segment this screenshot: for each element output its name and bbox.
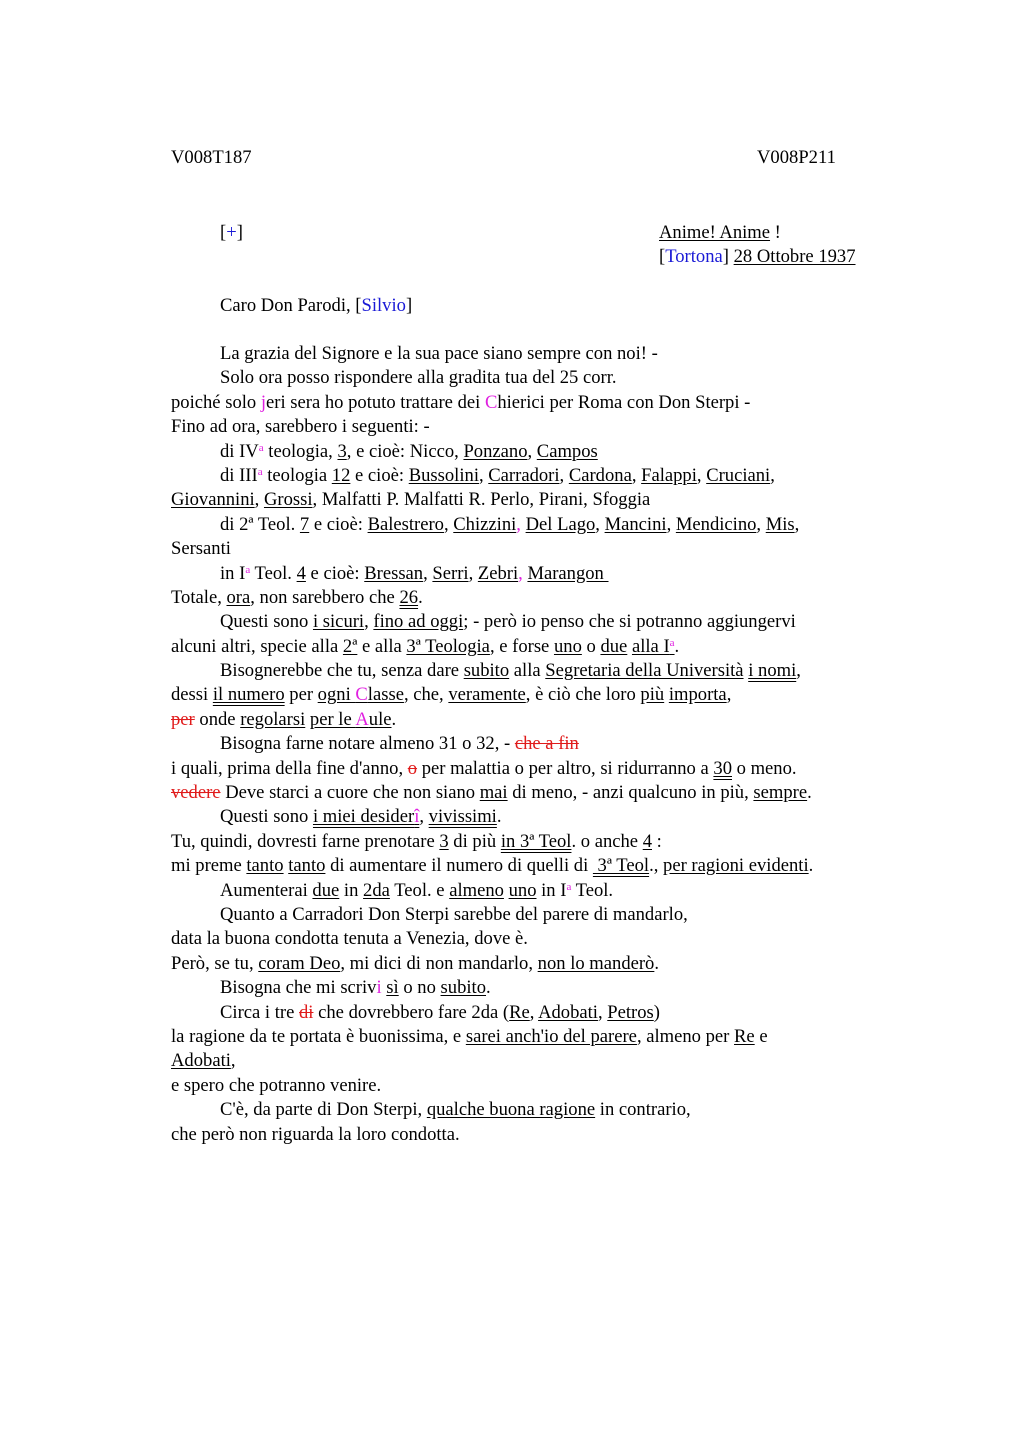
text: i miei desider — [312, 806, 415, 828]
underlined: veramente — [448, 684, 526, 706]
underlined: Segretaria della Università — [545, 660, 744, 682]
text: alcuni altri, specie alla — [171, 635, 343, 657]
underlined: uno — [508, 879, 537, 901]
underlined: Falappi — [641, 464, 697, 486]
body-line — [171, 1123, 911, 1147]
text: Questi sono — [220, 806, 313, 828]
text: ule — [368, 708, 392, 730]
underlined: Bressan — [364, 562, 424, 584]
motto-end: ! — [770, 222, 781, 243]
bracket-open: [ — [659, 246, 666, 267]
text: , — [796, 660, 801, 682]
underlined: 3 — [439, 830, 449, 852]
underlined: 4 — [642, 830, 652, 852]
text: Questi sono — [220, 611, 313, 633]
motto — [659, 221, 781, 245]
place-name: Tortona — [665, 246, 723, 267]
text: Teol. e — [389, 879, 450, 901]
underlined: sì — [386, 977, 399, 999]
text: , — [423, 562, 433, 584]
text: di più — [448, 830, 501, 852]
underlined: Cardona — [568, 464, 632, 486]
text: e cioè: — [309, 513, 368, 535]
text: Bisognerebbe che tu, senza dare — [220, 660, 464, 682]
underlined: sempre — [753, 782, 808, 804]
underlined: Re — [734, 1025, 755, 1047]
bracket-close: ] — [405, 295, 413, 316]
cross-symbol: + — [226, 222, 237, 243]
deletion: o — [407, 757, 418, 779]
text: . — [807, 782, 812, 804]
text: Tu, quindi, dovresti farne prenotare — [171, 830, 440, 852]
text: poiché solo — [171, 391, 261, 413]
text: in I — [220, 562, 246, 584]
bracket-close: ] — [722, 246, 729, 267]
text: , — [254, 489, 264, 511]
underlined — [632, 636, 675, 657]
underlined: Adobati — [538, 1001, 598, 1023]
text: , — [794, 513, 800, 535]
text: , — [364, 611, 374, 633]
body-line — [171, 440, 911, 464]
body-line — [171, 1074, 911, 1098]
text: , che, — [403, 684, 449, 706]
underlined: due — [312, 879, 340, 901]
underlined: per ragioni evidenti — [663, 855, 809, 877]
text: o — [581, 635, 601, 657]
text: per le — [309, 708, 356, 730]
underlined: uno — [553, 635, 582, 657]
underlined: 12 — [331, 464, 351, 486]
text: i quali, prima della fine d'anno, — [171, 757, 408, 779]
text: e cioè: — [305, 562, 365, 584]
text: Teol. — [250, 562, 297, 584]
underlined: Ponzano — [463, 440, 528, 462]
text: . — [674, 635, 680, 657]
text: , — [726, 684, 732, 706]
underlined: Cruciani — [706, 464, 771, 486]
text: Quanto a Carradori Don Sterpi sarebbe del parere di mandarlo, — [220, 903, 688, 925]
text: che dovrebbero fare 2da ( — [313, 1001, 510, 1023]
body-line — [171, 513, 911, 537]
text: , è ciò che loro — [525, 684, 641, 706]
text: , — [595, 513, 605, 535]
underlined: Mis — [765, 513, 795, 535]
text: , — [631, 464, 642, 486]
text: per — [284, 684, 318, 706]
text: di aumentare il numero di quelli di — [325, 855, 593, 877]
text: , — [597, 1001, 608, 1023]
body-line — [171, 366, 911, 390]
underlined: 7 — [299, 513, 310, 535]
text: Solo ora posso rispondere alla gradita tua del 25 corr. — [220, 367, 617, 389]
text: ) — [653, 1001, 660, 1023]
text: di IV — [220, 440, 259, 462]
underlined: Grossi — [263, 489, 313, 511]
deletion: per — [171, 708, 195, 730]
underlined: Campos — [536, 440, 598, 462]
text: la ragione da te portata è buonissima, e — [171, 1025, 466, 1047]
body-line — [171, 562, 911, 586]
text: Totale, — [171, 586, 227, 608]
underlined: più — [640, 684, 665, 706]
underlined: 3 — [337, 440, 347, 462]
double-underlined: 26 — [399, 586, 419, 608]
text: di 2ª Teol. — [220, 513, 300, 535]
text: . o anche — [571, 830, 643, 852]
underlined: i sicuri — [312, 611, 365, 633]
body-line — [171, 1025, 911, 1049]
underlined: due — [600, 635, 628, 657]
text: alla I — [631, 635, 670, 657]
text: , — [443, 513, 454, 535]
body-line — [171, 586, 911, 610]
underlined: Adobati — [171, 1050, 231, 1072]
text: . — [808, 855, 814, 877]
underlined: Carradori — [488, 464, 560, 486]
text: hierici per Roma con Don Sterpi - — [497, 391, 751, 413]
text: , — [666, 513, 676, 535]
text: . — [496, 806, 502, 828]
text: . — [391, 708, 397, 730]
salutation — [220, 294, 412, 318]
underlined: Petros — [607, 1001, 654, 1023]
underlined: importa — [668, 684, 727, 706]
underlined: Serri — [432, 562, 469, 584]
text: , — [419, 806, 429, 828]
deletion: che a fin — [514, 733, 579, 755]
double-underlined: il numero — [212, 684, 285, 706]
body-line — [171, 1049, 911, 1073]
text: alla — [509, 660, 546, 682]
body-line — [171, 415, 911, 439]
body-line — [171, 659, 911, 683]
text: in I — [536, 879, 567, 901]
correction: , — [516, 513, 521, 535]
body-line — [171, 610, 911, 634]
underlined: fino ad oggi — [373, 611, 464, 633]
correction: C — [355, 684, 368, 706]
underlined: Del Lago — [525, 513, 596, 535]
body-line — [171, 952, 911, 976]
text: Teol. — [571, 879, 614, 901]
underlined: regolarsi — [240, 708, 306, 730]
underlined: Balestrero — [367, 513, 444, 535]
body-line — [171, 537, 911, 561]
correction: A — [355, 708, 369, 730]
text: di III — [220, 464, 258, 486]
text: in — [339, 879, 364, 901]
correction: i — [376, 977, 382, 999]
text: La grazia del Signore e la sua pace siano sempre con noi! - — [220, 343, 658, 364]
body-line — [171, 927, 911, 951]
text: o meno. — [732, 757, 797, 779]
underlined: Mancini — [604, 513, 667, 535]
document-code-left: V008T187 — [171, 147, 252, 168]
text: . — [654, 952, 660, 974]
text: lasse — [367, 684, 404, 706]
underlined: sarei anch'io del parere — [465, 1025, 637, 1047]
body-line — [171, 708, 911, 732]
text: di meno, - anzi qualcuno in più, — [507, 782, 754, 804]
underlined: Re — [509, 1001, 530, 1023]
body-line — [171, 1001, 911, 1025]
double-underlined: 3ª Teol — [592, 855, 650, 877]
text: , — [478, 464, 489, 486]
text: che però non riguarda la loro condotta. — [171, 1123, 460, 1145]
underlined: non lo manderò — [537, 952, 655, 974]
place-date — [659, 245, 856, 269]
body-line — [171, 1098, 911, 1122]
text: , — [696, 464, 707, 486]
underlined: Chizzini — [453, 513, 517, 535]
double-underlined: 30 — [713, 757, 732, 779]
underlined — [310, 709, 392, 730]
body-line — [171, 464, 911, 488]
text: Bisogna farne notare almeno 31 o 32, - — [220, 733, 515, 755]
text: ogni — [317, 684, 356, 706]
deletion: di — [299, 1001, 314, 1023]
text: dessi — [171, 684, 213, 706]
text: . — [486, 977, 491, 999]
text: ., — [649, 855, 664, 877]
text: , Malfatti P. Malfatti R. Perlo, Pirani, Sfoggia — [312, 489, 651, 511]
body-line — [171, 805, 911, 829]
deletion: vedere — [171, 782, 221, 804]
text: teologia, — [263, 440, 338, 462]
text: , e forse — [489, 635, 554, 657]
underlined: subito — [440, 977, 487, 999]
underlined: 2da — [363, 879, 390, 901]
underlined: almeno — [449, 879, 504, 901]
body-line — [171, 830, 911, 854]
bracket-close: ] — [236, 222, 243, 243]
text: , — [770, 464, 775, 486]
correction: C — [484, 391, 498, 413]
text: teologia — [262, 464, 332, 486]
text: e alla — [357, 635, 407, 657]
underlined: ora — [226, 586, 251, 608]
body-line — [171, 781, 911, 805]
text: Fino ad ora, sarebbero i seguenti: - — [171, 416, 430, 438]
motto-text: Anime! Anime — [659, 222, 771, 243]
text: , — [527, 440, 537, 462]
superscript: a — [669, 636, 675, 649]
text: , mi dici di non mandarlo, — [340, 952, 538, 974]
text: per malattia o per altro, si ridurranno a — [417, 757, 714, 779]
superscript: a — [245, 563, 251, 576]
body-line — [171, 635, 911, 659]
double-underlined: vivissimi — [428, 806, 497, 828]
letter-body — [171, 342, 911, 1147]
text: onde — [194, 708, 241, 730]
body-line — [171, 342, 911, 366]
text: : — [652, 830, 662, 852]
text: Bisogna che mi scriv — [220, 977, 377, 999]
text: , — [559, 464, 569, 486]
text: Deve starci a cuore che non siano — [220, 782, 480, 804]
underlined: Mendicino — [675, 513, 757, 535]
double-underlined: i nomi — [748, 660, 797, 682]
text: , — [756, 513, 766, 535]
body-line — [171, 879, 911, 903]
underlined: 4 — [296, 562, 306, 584]
document-code-right: V008P211 — [757, 147, 836, 168]
double-underlined — [313, 806, 419, 827]
text: o no — [398, 977, 441, 999]
superscript: a — [566, 880, 572, 893]
underlined: 3ª Teologia — [406, 635, 490, 657]
text: , non sarebbero che — [250, 586, 400, 608]
cross-mark — [220, 221, 243, 245]
double-underlined: in 3ª Teol — [500, 830, 572, 852]
underlined: tanto — [288, 855, 326, 877]
text: mi preme — [171, 855, 247, 877]
underlined: subito — [463, 660, 510, 682]
underlined: Marangon — [527, 562, 609, 584]
text: e — [754, 1025, 768, 1047]
underlined: qualche buona ragione — [426, 1099, 596, 1121]
superscript: a — [257, 465, 263, 478]
text: . — [418, 586, 423, 608]
body-line — [171, 757, 911, 781]
underlined: coram Deo — [258, 952, 341, 974]
body-line — [171, 732, 911, 756]
text: , e cioè: Nicco, — [346, 440, 464, 462]
text: , almeno per — [636, 1025, 735, 1047]
underlined: mai — [479, 782, 508, 804]
body-line — [171, 976, 911, 1000]
text: Aumenterai — [220, 879, 313, 901]
text: Sersanti — [171, 538, 231, 560]
text: eri sera ho potuto trattare dei — [266, 391, 485, 413]
text: Circa i tre — [220, 1001, 299, 1023]
text: data la buona condotta tenuta a Venezia, dove è. — [171, 928, 528, 950]
superscript: a — [258, 441, 264, 454]
body-line — [171, 903, 911, 927]
text: e spero che potranno venire. — [171, 1074, 382, 1096]
body-line — [171, 391, 911, 415]
body-line — [171, 854, 911, 878]
underlined: tanto — [246, 855, 284, 877]
underlined: 2ª — [342, 635, 358, 657]
correction: j — [260, 391, 267, 413]
text: in contrario, — [595, 1099, 691, 1121]
letter-date: 28 Ottobre 1937 — [733, 246, 856, 267]
body-line — [171, 683, 911, 707]
text: , — [529, 1001, 539, 1023]
text: , — [230, 1050, 236, 1072]
correction: , — [518, 562, 523, 584]
text: e cioè: — [350, 464, 409, 486]
text: Però, se tu, — [171, 952, 259, 974]
underlined: Zebri — [477, 562, 519, 584]
text: C'è, da parte di Don Sterpi, — [220, 1099, 427, 1121]
body-line — [171, 488, 911, 512]
underlined: Giovannini — [171, 489, 255, 511]
correction: î — [414, 806, 420, 828]
salutation-text: Caro Don Parodi, [ — [220, 295, 362, 316]
text: , — [468, 562, 478, 584]
recipient-name: Silvio — [361, 295, 406, 316]
text: ; - però io penso che si potranno aggiungervi — [463, 611, 796, 633]
underlined: Bussolini — [408, 464, 479, 486]
bracket-open: [ — [220, 222, 227, 243]
underlined — [318, 684, 404, 705]
